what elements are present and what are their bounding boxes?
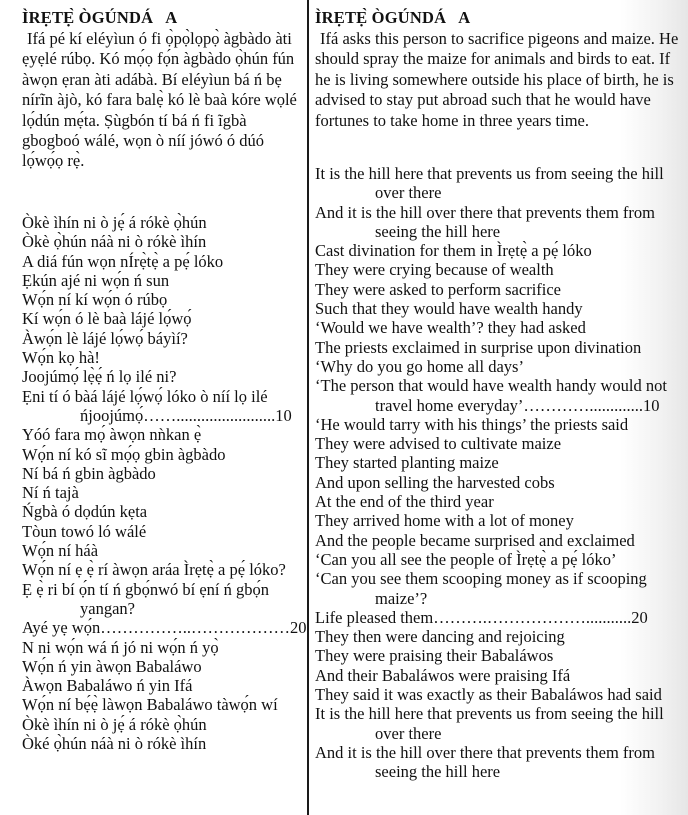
verse-line-continuation: maize’? [375, 588, 428, 608]
verse-line [22, 502, 306, 521]
verse-line [315, 627, 667, 646]
verse-line-continuation: over there [375, 723, 442, 743]
verse-line-text: Kí wọ́n ó lè baà lájé lọ́wọ́ [22, 309, 192, 329]
english-intro-paragraph [315, 29, 687, 131]
verse-line [315, 743, 667, 782]
verse-line [22, 329, 306, 348]
verse-line-text: And their Babaláwos were praising Ifá [315, 665, 571, 685]
verse-line [22, 464, 306, 483]
yoruba-title: ÌRẸTẸ̀ ÒGÚNDÁ A [22, 8, 178, 27]
verse-line-text: Such that they would have wealth handy [315, 299, 583, 319]
verse-line-text: A diá fún wọn nÍrẹ̀tẹ̀ a pẹ́ lóko [22, 251, 224, 271]
verse-line-text: Life pleased them……….………………...........20 [315, 607, 648, 627]
verse-line-text: ‘Can you all see the people of Ìrẹtẹ̀ a pẹ́ lóko’ [315, 549, 617, 569]
verse-line [22, 213, 306, 232]
verse-line-text: Ẹ ẹ̀ ri bí ọ́n tí ń gbọ́nwó bí ẹní ń gbọ́n [22, 579, 270, 599]
verse-line [22, 695, 306, 714]
english-title: ÌRẸTẸ̀ ÒGÚNDÁ A [315, 8, 471, 27]
verse-line-text: They then were dancing and rejoicing [315, 627, 565, 647]
verse-line-text: N ni wọ́n wá ń jó ni wọ́n ń yọ̀ [22, 637, 219, 657]
verse-line-text: Ní bá ń gbin àgbàdo [22, 463, 156, 483]
verse-line-text: Òkè ìhín ni ò jẹ́ á rókè ọ̀hún [22, 213, 207, 232]
yoruba-verse [22, 213, 306, 753]
verse-line-text: Ẹkún ajé ni wọ́n ń sun [22, 270, 170, 290]
verse-line-text: Wọ́n ní ẹ ẹ̀ rí àwọn aráa Ìrẹtẹ̀ a pẹ́ lóko? [22, 560, 286, 580]
verse-line [22, 367, 306, 386]
verse-line-text: Ńgbà ó dọdún kẹta [22, 502, 148, 522]
yoruba-intro-paragraph [22, 29, 308, 172]
verse-line [315, 164, 667, 203]
verse-line-text: Wọ́n ní kí wọ́n ó rúbọ [22, 290, 168, 310]
verse-line [315, 492, 667, 511]
verse-line [315, 434, 667, 453]
verse-line [22, 425, 306, 444]
verse-line-text: Àwọn Babaláwo ń yin Ifá [22, 676, 193, 696]
verse-line-continuation: travel home everyday’………….............10 [375, 395, 660, 415]
verse-line-text: Ayé yẹ wọ́n……………..………………20 [22, 618, 307, 638]
verse-line [315, 704, 667, 743]
verse-line-text: They were advised to cultivate maize [315, 434, 562, 454]
verse-line [315, 241, 667, 260]
verse-line-text: Wọ́n ń yin àwọn Babaláwo [22, 656, 202, 676]
verse-line-text: And upon selling the harvested cobs [315, 472, 555, 492]
verse-line [22, 676, 306, 695]
verse-line-text: Yóó fara mọ́ àwọn nǹkan ẹ̀ [22, 425, 202, 445]
verse-line-text: They were praising their Babaláwos [315, 646, 554, 666]
verse-line [22, 271, 306, 290]
verse-line [22, 387, 306, 426]
verse-line [22, 580, 306, 619]
verse-line [22, 560, 306, 579]
verse-line [315, 299, 667, 318]
verse-line-text: Wọ́n ní kó sĩ mọ́ọ gbin àgbàdo [22, 444, 226, 464]
verse-line-text: It is the hill here that prevents us from seeing the hill [315, 704, 664, 724]
verse-line [315, 531, 667, 550]
verse-line-text: Òké ọ̀hún náà ni ò rókè ìhín [22, 734, 207, 754]
verse-line-continuation: over there [375, 183, 442, 203]
verse-line [22, 290, 306, 309]
verse-line [22, 445, 306, 464]
verse-line-text: Ẹni tí ó bàá lájé lọ́wọ́ lóko ò níí lọ ilé [22, 386, 268, 406]
verse-line-text: Tòun towó ló wálé [22, 521, 147, 541]
verse-line [22, 715, 306, 734]
verse-line-text: And the people became surprised and exclaimed [315, 530, 635, 550]
verse-line [315, 415, 667, 434]
verse-line-continuation: seeing the hill here [375, 221, 501, 241]
verse-line [22, 638, 306, 657]
verse-line-continuation: yangan? [80, 598, 135, 618]
verse-line-text: Joojúmọ́ lẹ̀ẹ́ ń lọ ilé ni? [22, 367, 177, 387]
verse-line [22, 252, 306, 271]
verse-line-text: Àwọ́n lè lájé lọ́wọ́ báyìí? [22, 328, 188, 348]
yoruba-intro-text: Ifá pé kí eléyìun ó fi ọ̀pọ̀lọpọ̀ àgbàdo àti ẹyẹlé rúbọ. Kó mọ́ọ fọ́n àgbàdo ọ̀hún fún àwọn ẹran àti adábà. Bí eléyìun bá ń bẹ nírĩn àjò, kó fara balẹ̀ kó lè baà kóre wọlé lọ́dún mẹ́ta. Ṣùgbón tí bá ń fi ĩgbà gbogboó wálé, wọn ò níí jówó ó dúó lọ́wọ́ọ rẹ̀. [22, 29, 297, 171]
verse-line [315, 318, 667, 337]
verse-line-text: At the end of the third year [315, 492, 494, 512]
verse-line-continuation: ńjoojúmọ́……........................10 [80, 405, 292, 425]
english-verse [315, 164, 667, 782]
verse-line-text: Wọ́n ní háà [22, 541, 99, 561]
verse-line [315, 453, 667, 472]
verse-line [315, 338, 667, 357]
verse-line [315, 260, 667, 279]
verse-line-text: They started planting maize [315, 453, 499, 473]
verse-line [22, 348, 306, 367]
english-intro-text: Ifá asks this person to sacrifice pigeons and maize. He should spray the maize for animals and birds to eat. If he is living somewhere outside his place of birth, he is advised to stay put abroad such that he would have fortunes to take home in three years time. [315, 29, 679, 130]
verse-line-text: They were asked to perform sacrifice [315, 279, 562, 299]
verse-line [315, 376, 667, 415]
verse-line [22, 232, 306, 251]
verse-line-text: Cast divination for them in Ìrẹtẹ̀ a pẹ́ lóko [315, 241, 592, 261]
verse-line [22, 734, 306, 753]
verse-line-text: And it is the hill over there that prevents them from [315, 202, 655, 222]
verse-line-text: ‘Can you see them scooping money as if scooping [315, 569, 647, 589]
verse-line-text: Wọ́n ní bẹ́ẹ̀ làwọn Babaláwo tàwọ́n wí [22, 695, 278, 715]
verse-line [22, 541, 306, 560]
verse-line [315, 550, 667, 569]
verse-line-text: ‘Would we have wealth’? they had asked [315, 318, 586, 338]
verse-line [315, 646, 667, 665]
verse-line-text: ‘Why do you go home all days’ [315, 356, 524, 376]
verse-line-text: They arrived home with a lot of money [315, 511, 574, 531]
verse-line-continuation: seeing the hill here [375, 762, 501, 782]
verse-line [22, 309, 306, 328]
verse-line [22, 657, 306, 676]
verse-line [22, 522, 306, 541]
verse-line-text: ‘He would tarry with his things’ the priests said [315, 414, 629, 434]
verse-line [315, 280, 667, 299]
verse-line-text: They were crying because of wealth [315, 260, 554, 280]
verse-line [315, 203, 667, 242]
verse-line [22, 483, 306, 502]
verse-line-text: ‘The person that would have wealth handy would not [315, 376, 667, 396]
verse-line-text: It is the hill here that prevents us from seeing the hill [315, 164, 664, 183]
verse-line-text: They said it was exactly as their Babaláwos had said [315, 685, 662, 705]
verse-line [315, 666, 667, 685]
verse-line-text: Wọ́n kọ hà! [22, 348, 100, 368]
verse-line [315, 511, 667, 530]
verse-line [315, 357, 667, 376]
verse-line [315, 569, 667, 608]
verse-line-text: The priests exclaimed in surprise upon divination [315, 337, 642, 357]
verse-line [22, 618, 306, 637]
verse-line [315, 473, 667, 492]
verse-line-text: Òkè ọ̀hún náà ni ò rókè ìhín [22, 232, 207, 252]
verse-line-text: Ní ń tajà [22, 483, 79, 503]
verse-line [315, 608, 667, 627]
verse-line-text: Òkè ìhín ni ò jẹ́ á rókè ọ̀hún [22, 714, 207, 734]
verse-line [315, 685, 667, 704]
verse-line-text: And it is the hill over there that prevents them from [315, 742, 655, 762]
